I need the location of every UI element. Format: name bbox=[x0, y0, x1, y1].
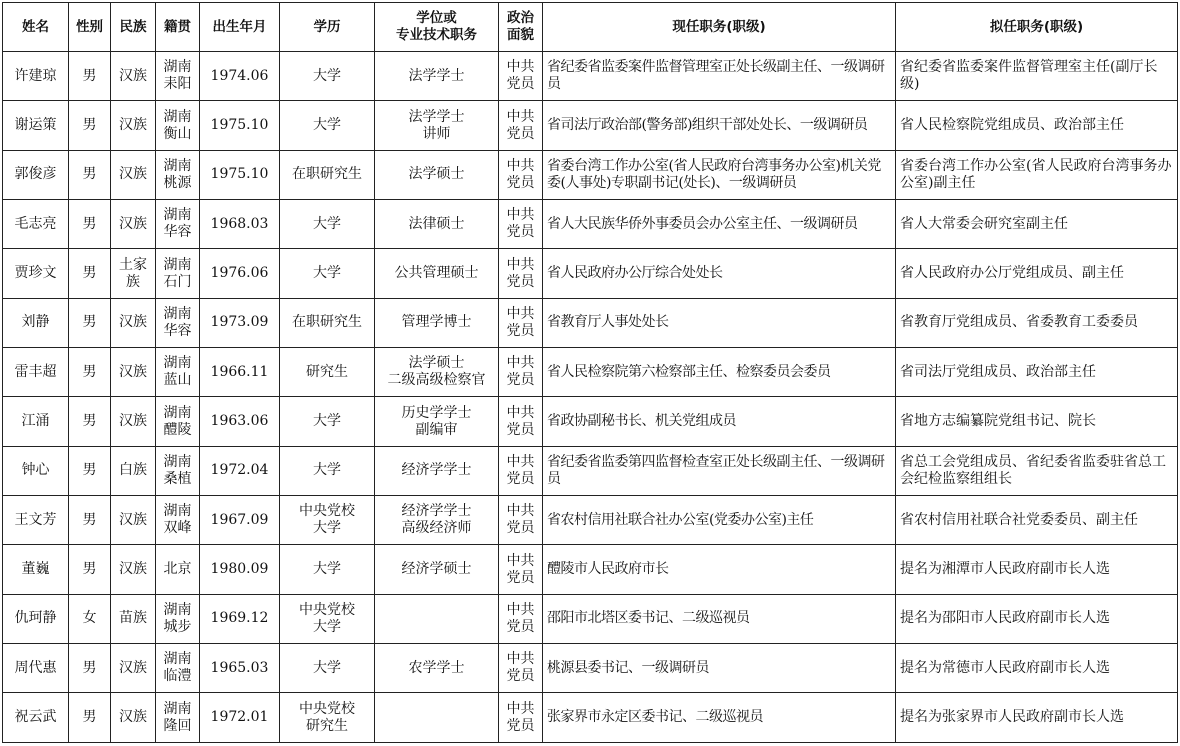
cell-origin-line2: 桑植 bbox=[163, 470, 192, 487]
cell-education-line1: 大学 bbox=[313, 561, 341, 578]
header-gender: 性别 bbox=[69, 3, 111, 52]
cell-proposed-position: 省人大常委会研究室副主任 bbox=[896, 200, 1178, 249]
cell-birth: 1980.09 bbox=[200, 545, 280, 594]
cell-ethnicity: 汉族 bbox=[111, 200, 156, 249]
header-degree-line1: 学位或 bbox=[416, 10, 457, 26]
cell-name: 刘静 bbox=[3, 298, 69, 347]
header-party bbox=[499, 3, 543, 52]
cell-party-line1: 中共 bbox=[506, 651, 535, 668]
cell-name: 贾珍文 bbox=[3, 249, 69, 298]
cell-degree bbox=[375, 52, 499, 101]
cell-gender: 男 bbox=[69, 150, 111, 199]
cell-degree bbox=[375, 249, 499, 298]
cell-gender: 男 bbox=[69, 200, 111, 249]
cell-current-position: 省纪委省监委案件监督管理室正处长级副主任、一级调研员 bbox=[543, 52, 896, 101]
cell-party-line1: 中共 bbox=[506, 108, 535, 125]
cell-current-position: 省纪委省监委第四监督检查室正处长级副主任、一级调研员 bbox=[543, 446, 896, 495]
cell-current-position: 省政协副秘书长、机关党组成员 bbox=[543, 397, 896, 446]
table-row bbox=[3, 644, 1178, 693]
header-party-line1: 政治 bbox=[507, 10, 534, 26]
cell-origin-line2: 耒阳 bbox=[163, 76, 192, 93]
cell-education-line1: 中央党校 bbox=[299, 700, 355, 717]
cell-ethnicity: 汉族 bbox=[111, 496, 156, 545]
cell-origin bbox=[156, 200, 200, 249]
cell-proposed-position: 提名为湘潭市人民政府副市长人选 bbox=[896, 545, 1178, 594]
cell-degree bbox=[375, 446, 499, 495]
cell-origin bbox=[156, 298, 200, 347]
cell-education bbox=[280, 298, 375, 347]
header-row bbox=[3, 3, 1178, 52]
cell-gender: 男 bbox=[69, 52, 111, 101]
table-row bbox=[3, 397, 1178, 446]
cell-degree bbox=[375, 348, 499, 397]
cell-origin bbox=[156, 496, 200, 545]
cell-name: 郭俊彦 bbox=[3, 150, 69, 199]
cell-education bbox=[280, 693, 375, 743]
cell-current-position: 省农村信用社联合社办公室(党委办公室)主任 bbox=[543, 496, 896, 545]
cell-degree bbox=[375, 150, 499, 199]
cell-birth: 1967.09 bbox=[200, 496, 280, 545]
cell-party bbox=[499, 348, 543, 397]
cell-party bbox=[499, 446, 543, 495]
cell-ethnicity: 土家族 bbox=[111, 249, 156, 298]
cell-degree-line1: 法学学士 bbox=[408, 67, 465, 84]
cell-party-line1: 中共 bbox=[506, 503, 535, 520]
cell-party bbox=[499, 52, 543, 101]
cell-origin-line2: 临澧 bbox=[163, 668, 192, 685]
cell-name: 许建琼 bbox=[3, 52, 69, 101]
cell-gender: 男 bbox=[69, 644, 111, 693]
header-party-line2: 面貌 bbox=[507, 27, 534, 43]
cell-origin bbox=[156, 348, 200, 397]
cell-degree-line1: 法学硕士 bbox=[408, 166, 465, 183]
cell-ethnicity: 汉族 bbox=[111, 101, 156, 150]
cell-origin bbox=[156, 101, 200, 150]
cell-proposed-position: 省总工会党组成员、省纪委省监委驻省总工会纪检监察组组长 bbox=[896, 446, 1178, 495]
cell-party-line2: 党员 bbox=[506, 76, 535, 93]
table-row bbox=[3, 446, 1178, 495]
cell-origin-line1: 北京 bbox=[163, 561, 192, 578]
cell-degree-line1: 经济学学士 bbox=[401, 503, 472, 520]
cell-party-line2: 党员 bbox=[506, 470, 535, 487]
cell-proposed-position: 省司法厅党组成员、政治部主任 bbox=[896, 348, 1178, 397]
cell-birth: 1969.12 bbox=[200, 594, 280, 643]
cell-party-line1: 中共 bbox=[506, 355, 535, 372]
cell-education-line1: 大学 bbox=[313, 659, 341, 676]
cell-education-line1: 研究生 bbox=[306, 363, 348, 380]
cell-party-line2: 党员 bbox=[506, 174, 535, 191]
header-current-position: 现任职务(职级) bbox=[543, 3, 896, 52]
cell-party-line2: 党员 bbox=[506, 717, 535, 734]
cell-current-position: 省教育厅人事处处长 bbox=[543, 298, 896, 347]
cell-gender: 男 bbox=[69, 446, 111, 495]
cell-degree-line2: 二级高级检察官 bbox=[387, 372, 486, 389]
cell-party-line2: 党员 bbox=[506, 618, 535, 635]
cell-birth: 1974.06 bbox=[200, 52, 280, 101]
table-row bbox=[3, 348, 1178, 397]
cell-name: 谢运策 bbox=[3, 101, 69, 150]
cell-origin-line1: 湖南 bbox=[163, 404, 192, 421]
cell-party bbox=[499, 150, 543, 199]
cell-origin bbox=[156, 150, 200, 199]
cell-degree bbox=[375, 644, 499, 693]
cell-party-line1: 中共 bbox=[506, 157, 535, 174]
cell-party-line2: 党员 bbox=[506, 372, 535, 389]
cell-party bbox=[499, 200, 543, 249]
cell-proposed-position: 省人民检察院党组成员、政治部主任 bbox=[896, 101, 1178, 150]
cell-proposed-position: 省教育厅党组成员、省委教育工委委员 bbox=[896, 298, 1178, 347]
cell-origin-line1: 湖南 bbox=[163, 305, 192, 322]
cell-ethnicity: 汉族 bbox=[111, 150, 156, 199]
cell-origin-line1: 湖南 bbox=[163, 503, 192, 520]
cell-degree bbox=[375, 101, 499, 150]
cell-degree bbox=[375, 397, 499, 446]
cell-degree-line1: 农学学士 bbox=[408, 659, 465, 676]
cell-name: 王文芳 bbox=[3, 496, 69, 545]
cell-gender: 男 bbox=[69, 693, 111, 743]
cell-current-position: 省人大民族华侨外事委员会办公室主任、一级调研员 bbox=[543, 200, 896, 249]
cell-degree-line2: 讲师 bbox=[422, 125, 451, 142]
cell-education-line2: 大学 bbox=[313, 618, 341, 635]
table-row bbox=[3, 150, 1178, 199]
cell-education-line2: 研究生 bbox=[306, 717, 348, 734]
cell-proposed-position: 提名为常德市人民政府副市长人选 bbox=[896, 644, 1178, 693]
cell-origin bbox=[156, 693, 200, 743]
header-origin: 籍贯 bbox=[156, 3, 200, 52]
cell-education bbox=[280, 446, 375, 495]
header-degree bbox=[375, 3, 499, 52]
cell-origin-line1: 湖南 bbox=[163, 601, 192, 618]
cell-ethnicity: 汉族 bbox=[111, 52, 156, 101]
cell-name: 祝云武 bbox=[3, 693, 69, 743]
cell-party-line2: 党员 bbox=[506, 322, 535, 339]
cell-degree-line1: 法学硕士 bbox=[408, 355, 465, 372]
header-education: 学历 bbox=[280, 3, 375, 52]
cell-birth: 1972.01 bbox=[200, 693, 280, 743]
cell-degree bbox=[375, 545, 499, 594]
table-row bbox=[3, 545, 1178, 594]
cell-degree-line2: 高级经济师 bbox=[401, 520, 472, 537]
cell-current-position: 邵阳市北塔区委书记、二级巡视员 bbox=[543, 594, 896, 643]
cell-origin-line2: 蓝山 bbox=[163, 372, 192, 389]
cell-origin bbox=[156, 249, 200, 298]
cell-education bbox=[280, 249, 375, 298]
cell-name: 钟心 bbox=[3, 446, 69, 495]
cell-ethnicity: 汉族 bbox=[111, 545, 156, 594]
cell-party bbox=[499, 249, 543, 298]
cell-origin-line2: 醴陵 bbox=[163, 421, 192, 438]
cell-origin-line2: 城步 bbox=[163, 618, 192, 635]
header-birth: 出生年月 bbox=[200, 3, 280, 52]
header-degree-line2: 专业技术职务 bbox=[396, 27, 477, 43]
cell-education bbox=[280, 348, 375, 397]
cell-origin-line1: 湖南 bbox=[163, 207, 192, 224]
cell-party bbox=[499, 545, 543, 594]
cell-name: 仇珂静 bbox=[3, 594, 69, 643]
cell-degree bbox=[375, 200, 499, 249]
cell-proposed-position: 省农村信用社联合社党委委员、副主任 bbox=[896, 496, 1178, 545]
cell-name: 江涌 bbox=[3, 397, 69, 446]
cell-party-line1: 中共 bbox=[506, 404, 535, 421]
table-row bbox=[3, 594, 1178, 643]
cell-education-line1: 大学 bbox=[313, 413, 341, 430]
cell-origin bbox=[156, 397, 200, 446]
cell-gender: 女 bbox=[69, 594, 111, 643]
cell-ethnicity: 汉族 bbox=[111, 644, 156, 693]
cell-degree bbox=[375, 298, 499, 347]
cell-education-line2: 大学 bbox=[313, 520, 341, 537]
cell-party-line2: 党员 bbox=[506, 224, 535, 241]
cell-gender: 男 bbox=[69, 348, 111, 397]
cell-degree-line1: 法律硕士 bbox=[408, 215, 465, 232]
cell-education-line1: 中央党校 bbox=[299, 601, 355, 618]
cell-degree-line1: 管理学博士 bbox=[401, 314, 472, 331]
cell-party bbox=[499, 298, 543, 347]
cell-party-line1: 中共 bbox=[506, 453, 535, 470]
cell-education-line1: 大学 bbox=[313, 215, 341, 232]
cell-gender: 男 bbox=[69, 496, 111, 545]
cell-education bbox=[280, 200, 375, 249]
cell-degree-line1: 历史学学士 bbox=[401, 404, 472, 421]
appointment-table bbox=[2, 2, 1178, 743]
header-proposed-position: 拟任职务(职级) bbox=[896, 3, 1178, 52]
cell-party bbox=[499, 101, 543, 150]
cell-origin bbox=[156, 644, 200, 693]
cell-party bbox=[499, 693, 543, 743]
cell-birth: 1975.10 bbox=[200, 101, 280, 150]
cell-current-position: 省司法厅政治部(警务部)组织干部处处长、一级调研员 bbox=[543, 101, 896, 150]
cell-party bbox=[499, 644, 543, 693]
cell-education-line1: 中央党校 bbox=[299, 503, 355, 520]
cell-party-line1: 中共 bbox=[506, 601, 535, 618]
cell-gender: 男 bbox=[69, 397, 111, 446]
cell-party-line1: 中共 bbox=[506, 207, 535, 224]
cell-degree-line1: 公共管理硕士 bbox=[394, 265, 479, 282]
cell-proposed-position: 省人民政府办公厅党组成员、副主任 bbox=[896, 249, 1178, 298]
cell-degree bbox=[375, 496, 499, 545]
cell-education bbox=[280, 644, 375, 693]
cell-origin-line2: 隆回 bbox=[163, 717, 192, 734]
cell-ethnicity: 汉族 bbox=[111, 348, 156, 397]
cell-party-line2: 党员 bbox=[506, 668, 535, 685]
cell-party bbox=[499, 496, 543, 545]
cell-origin-line2: 华容 bbox=[163, 224, 192, 241]
cell-current-position: 醴陵市人民政府市长 bbox=[543, 545, 896, 594]
cell-gender: 男 bbox=[69, 101, 111, 150]
cell-education bbox=[280, 52, 375, 101]
cell-current-position: 张家界市永定区委书记、二级巡视员 bbox=[543, 693, 896, 743]
cell-birth: 1973.09 bbox=[200, 298, 280, 347]
cell-ethnicity: 汉族 bbox=[111, 693, 156, 743]
table-row bbox=[3, 496, 1178, 545]
cell-gender: 男 bbox=[69, 298, 111, 347]
cell-ethnicity: 汉族 bbox=[111, 397, 156, 446]
cell-origin-line1: 湖南 bbox=[163, 256, 192, 273]
cell-origin-line2: 石门 bbox=[163, 273, 192, 290]
cell-origin-line2: 双峰 bbox=[163, 520, 192, 537]
header-ethnicity: 民族 bbox=[111, 3, 156, 52]
table-row bbox=[3, 693, 1178, 743]
cell-party-line1: 中共 bbox=[506, 552, 535, 569]
cell-origin-line1: 湖南 bbox=[163, 355, 192, 372]
cell-gender: 男 bbox=[69, 545, 111, 594]
cell-ethnicity: 汉族 bbox=[111, 298, 156, 347]
cell-origin-line1: 湖南 bbox=[163, 157, 192, 174]
cell-origin-line1: 湖南 bbox=[163, 453, 192, 470]
cell-proposed-position: 省地方志编纂院党组书记、院长 bbox=[896, 397, 1178, 446]
cell-origin-line2: 衡山 bbox=[163, 125, 192, 142]
cell-origin-line1: 湖南 bbox=[163, 700, 192, 717]
cell-origin-line1: 湖南 bbox=[163, 59, 192, 76]
cell-party-line2: 党员 bbox=[506, 421, 535, 438]
cell-education-line1: 大学 bbox=[313, 67, 341, 84]
cell-origin-line1: 湖南 bbox=[163, 651, 192, 668]
table-row bbox=[3, 101, 1178, 150]
cell-ethnicity: 苗族 bbox=[111, 594, 156, 643]
cell-education-line1: 大学 bbox=[313, 462, 341, 479]
cell-education bbox=[280, 150, 375, 199]
cell-birth: 1966.11 bbox=[200, 348, 280, 397]
cell-party-line1: 中共 bbox=[506, 59, 535, 76]
cell-degree bbox=[375, 693, 499, 743]
cell-party bbox=[499, 397, 543, 446]
cell-education-line1: 大学 bbox=[313, 265, 341, 282]
cell-party bbox=[499, 594, 543, 643]
table-row bbox=[3, 52, 1178, 101]
cell-party-line1: 中共 bbox=[506, 256, 535, 273]
cell-proposed-position: 提名为邵阳市人民政府副市长人选 bbox=[896, 594, 1178, 643]
cell-current-position: 省人民检察院第六检察部主任、检察委员会委员 bbox=[543, 348, 896, 397]
cell-birth: 1968.03 bbox=[200, 200, 280, 249]
cell-birth: 1965.03 bbox=[200, 644, 280, 693]
cell-party-line2: 党员 bbox=[506, 569, 535, 586]
cell-education bbox=[280, 545, 375, 594]
cell-degree-line1: 经济学学士 bbox=[401, 462, 472, 479]
table-row bbox=[3, 200, 1178, 249]
cell-name: 周代惠 bbox=[3, 644, 69, 693]
cell-degree-line1: 法学学士 bbox=[408, 108, 465, 125]
cell-origin-line2: 桃源 bbox=[163, 174, 192, 191]
cell-current-position: 桃源县委书记、一级调研员 bbox=[543, 644, 896, 693]
cell-origin bbox=[156, 52, 200, 101]
cell-degree-line2: 副编审 bbox=[415, 421, 458, 438]
cell-birth: 1976.06 bbox=[200, 249, 280, 298]
cell-party-line2: 党员 bbox=[506, 520, 535, 537]
cell-birth: 1972.04 bbox=[200, 446, 280, 495]
table-row bbox=[3, 298, 1178, 347]
cell-education bbox=[280, 397, 375, 446]
cell-current-position: 省委台湾工作办公室(省人民政府台湾事务办公室)机关党委(人事处)专职副书记(处长)、一级调研员 bbox=[543, 150, 896, 199]
cell-education bbox=[280, 594, 375, 643]
cell-party-line2: 党员 bbox=[506, 273, 535, 290]
cell-origin bbox=[156, 594, 200, 643]
cell-education-line1: 大学 bbox=[313, 117, 341, 134]
cell-degree-line1: 经济学硕士 bbox=[401, 561, 472, 578]
cell-party-line1: 中共 bbox=[506, 700, 535, 717]
cell-origin bbox=[156, 545, 200, 594]
table-row bbox=[3, 249, 1178, 298]
cell-education-line1: 在职研究生 bbox=[292, 314, 362, 331]
cell-education bbox=[280, 496, 375, 545]
cell-education bbox=[280, 101, 375, 150]
cell-origin bbox=[156, 446, 200, 495]
cell-degree bbox=[375, 594, 499, 643]
cell-origin-line2: 华容 bbox=[163, 322, 192, 339]
cell-proposed-position: 提名为张家界市人民政府副市长人选 bbox=[896, 693, 1178, 743]
cell-origin-line1: 湖南 bbox=[163, 108, 192, 125]
cell-education-line1: 在职研究生 bbox=[292, 166, 362, 183]
cell-name: 董巍 bbox=[3, 545, 69, 594]
cell-gender: 男 bbox=[69, 249, 111, 298]
cell-name: 毛志亮 bbox=[3, 200, 69, 249]
cell-party-line2: 党员 bbox=[506, 125, 535, 142]
cell-party-line1: 中共 bbox=[506, 305, 535, 322]
cell-proposed-position: 省委台湾工作办公室(省人民政府台湾事务办公室)副主任 bbox=[896, 150, 1178, 199]
cell-birth: 1963.06 bbox=[200, 397, 280, 446]
cell-ethnicity: 白族 bbox=[111, 446, 156, 495]
cell-proposed-position: 省纪委省监委案件监督管理室主任(副厅长级) bbox=[896, 52, 1178, 101]
cell-current-position: 省人民政府办公厅综合处处长 bbox=[543, 249, 896, 298]
cell-birth: 1975.10 bbox=[200, 150, 280, 199]
header-name: 姓名 bbox=[3, 3, 69, 52]
cell-name: 雷丰超 bbox=[3, 348, 69, 397]
